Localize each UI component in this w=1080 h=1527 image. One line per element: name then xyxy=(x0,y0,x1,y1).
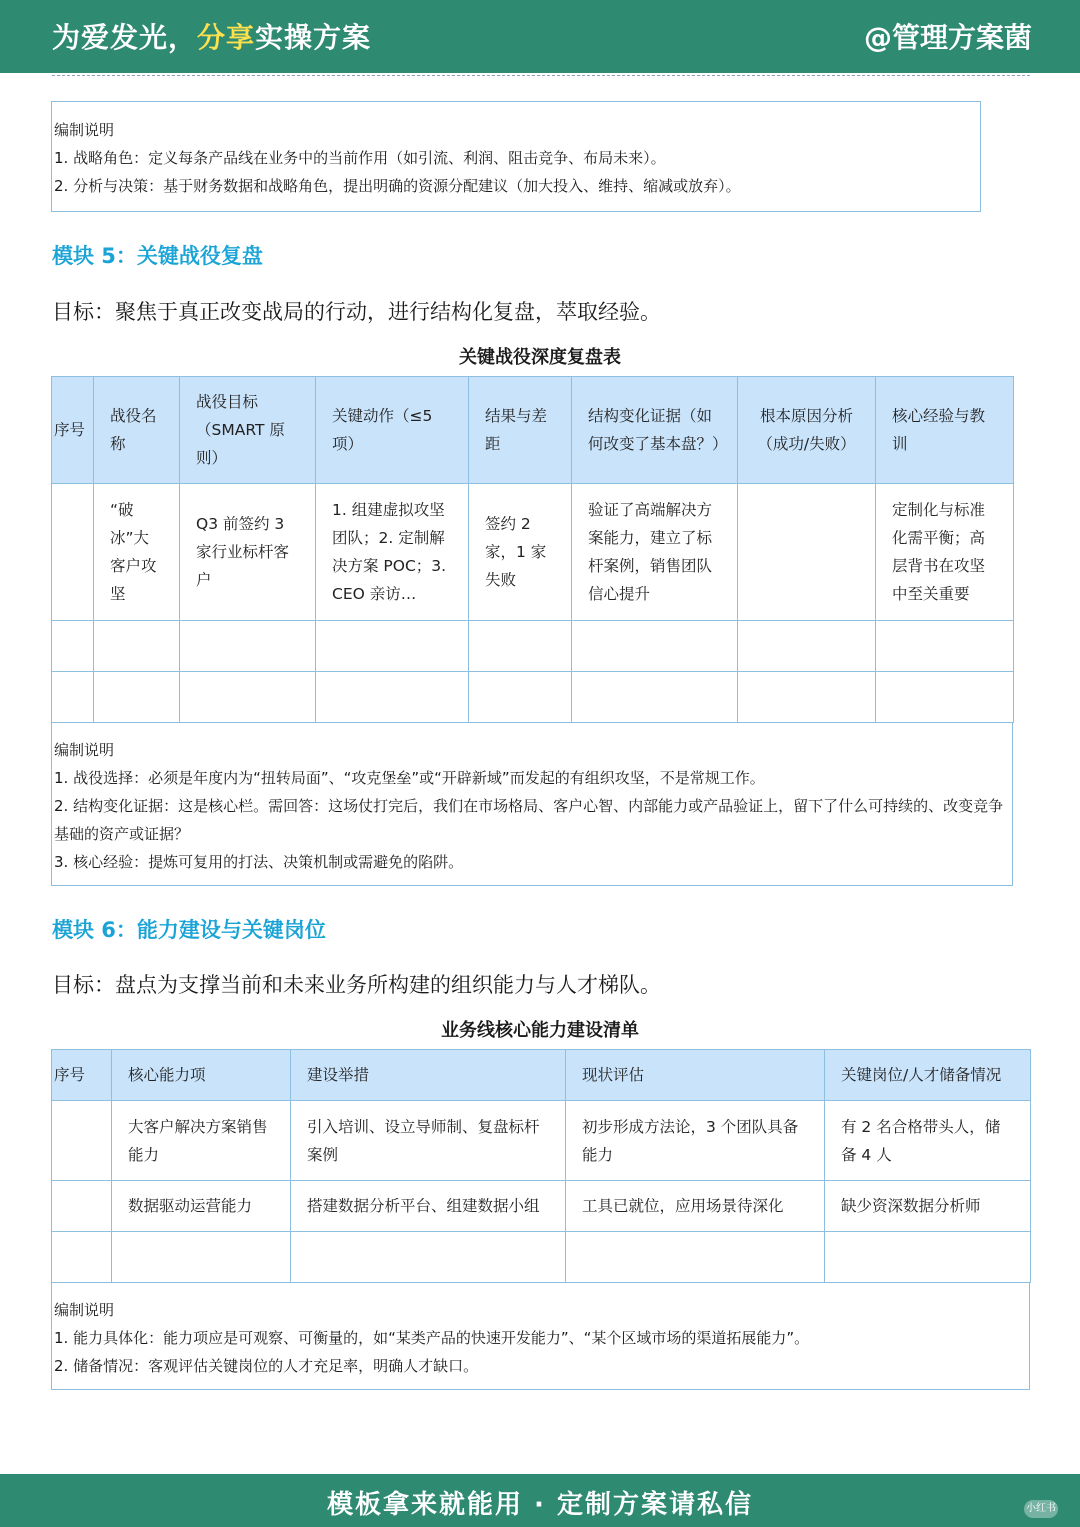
note-line: 2. 储备情况：客观评估关键岗位的人才充足率，明确人才缺口。 xyxy=(54,1357,479,1375)
module6-goal: 目标：盘点为支撑当前和未来业务所构建的组织能力与人才梯队。 xyxy=(52,973,661,997)
empty-cell xyxy=(876,621,1014,672)
note-line: 1. 战略角色：定义每条产品线在业务中的当前作用（如引流、利润、阻击竞争、布局未来）。 xyxy=(54,149,666,167)
slogan-part1: 为爱发光， xyxy=(52,21,198,54)
header-cell: 现状评估 xyxy=(566,1050,825,1101)
slogan-part2: 实操方案 xyxy=(255,21,372,54)
table-cell: 签约 2 家，1 家失败 xyxy=(469,484,572,621)
header-cell: 关键岗位/人才储备情况 xyxy=(825,1050,1031,1101)
module5-title: 模块 5：关键战役复盘 xyxy=(52,244,263,268)
header-cell: 结构变化证据（如何改变了基本盘？） xyxy=(572,377,738,484)
table-cell: 初步形成方法论，3 个团队具备能力 xyxy=(566,1101,825,1181)
empty-cell xyxy=(572,621,738,672)
table-cell: 缺少资深数据分析师 xyxy=(825,1181,1031,1232)
table-header-row xyxy=(52,1050,1031,1101)
capability-table xyxy=(51,1049,1031,1283)
empty-cell xyxy=(52,672,94,723)
table-row xyxy=(52,1181,1031,1232)
module5-table-title: 关键战役深度复盘表 xyxy=(459,347,621,368)
table-row xyxy=(52,1232,1031,1283)
table-row xyxy=(52,1101,1031,1181)
header-slogan xyxy=(52,16,371,56)
empty-cell xyxy=(572,672,738,723)
empty-cell xyxy=(52,1232,112,1283)
table-cell: 有 2 名合格带头人，储备 4 人 xyxy=(825,1101,1031,1181)
watermark-badge: 小红书 xyxy=(1024,1500,1058,1518)
table-cell: 定制化与标准化需平衡；高层背书在攻坚中至关重要 xyxy=(876,484,1014,621)
slogan-highlight: 分享 xyxy=(197,21,256,54)
empty-cell xyxy=(94,621,180,672)
header-cell: 战役目标（SMART 原则） xyxy=(180,377,316,484)
module5-goal: 目标：聚焦于真正改变战局的行动，进行结构化复盘，萃取经验。 xyxy=(52,300,661,324)
table-row xyxy=(52,621,1014,672)
note-line: 3. 核心经验：提炼可复用的打法、决策机制或需避免的陷阱。 xyxy=(54,853,464,871)
dashed-divider xyxy=(52,75,1030,76)
header-account: @管理方案菌 xyxy=(863,21,1032,54)
note-line: 2. 结构变化证据：这是核心栏。需回答：这场仗打完后，我们在市场格局、客户心智、内部能力或产品验证上，留下了什么可持续的、改变竞争基础的资产或证据？ xyxy=(54,797,1004,843)
note-box-module5 xyxy=(51,722,1013,886)
table-cell: 工具已就位，应用场景待深化 xyxy=(566,1181,825,1232)
table-cell xyxy=(52,1101,112,1181)
note-title: 编制说明 xyxy=(54,741,115,759)
empty-cell xyxy=(469,621,572,672)
empty-cell xyxy=(316,672,469,723)
empty-cell xyxy=(94,672,180,723)
table-cell: 引入培训、设立导师制、复盘标杆案例 xyxy=(291,1101,566,1181)
empty-cell xyxy=(738,621,876,672)
table-cell: 数据驱动运营能力 xyxy=(112,1181,291,1232)
table-header-row xyxy=(52,377,1014,484)
note-line: 1. 战役选择：必须是年度内为“扭转局面”、“攻克堡垒”或“开辟新域”而发起的有组织攻坚，不是常规工作。 xyxy=(54,769,765,787)
empty-cell xyxy=(291,1232,566,1283)
module6-title: 模块 6：能力建设与关键岗位 xyxy=(52,918,326,942)
note-title: 编制说明 xyxy=(54,1301,115,1319)
empty-cell xyxy=(825,1232,1031,1283)
table-cell: “破冰”大客户攻坚 xyxy=(94,484,180,621)
empty-cell xyxy=(52,621,94,672)
table-cell xyxy=(738,484,876,621)
module6-table-title: 业务线核心能力建设清单 xyxy=(441,1020,639,1041)
table-cell xyxy=(52,1181,112,1232)
empty-cell xyxy=(566,1232,825,1283)
header-cell: 结果与差距 xyxy=(469,377,572,484)
empty-cell xyxy=(876,672,1014,723)
table-row xyxy=(52,672,1014,723)
note-box-top xyxy=(51,101,981,212)
header-cell: 核心经验与教训 xyxy=(876,377,1014,484)
empty-cell xyxy=(469,672,572,723)
table-row xyxy=(52,484,1014,621)
empty-cell xyxy=(180,621,316,672)
note-line: 1. 能力具体化：能力项应是可观察、可衡量的，如“某类产品的快速开发能力”、“某个区域市场的渠道拓展能力”。 xyxy=(54,1329,810,1347)
empty-cell xyxy=(180,672,316,723)
header-cell: 关键动作（≤5 项） xyxy=(316,377,469,484)
note-line: 2. 分析与决策：基于财务数据和战略角色，提出明确的资源分配建议（加大投入、维持、缩减或放弃）。 xyxy=(54,177,741,195)
battle-review-table xyxy=(51,376,1014,723)
table-cell: 1. 组建虚拟攻坚团队；2. 定制解决方案 POC；3. CEO 亲访… xyxy=(316,484,469,621)
table-cell: 大客户解决方案销售能力 xyxy=(112,1101,291,1181)
header-cell: 序号 xyxy=(52,1050,112,1101)
table-cell: 验证了高端解决方案能力，建立了标杆案例，销售团队信心提升 xyxy=(572,484,738,621)
header-cell: 战役名称 xyxy=(94,377,180,484)
header-cell: 序号 xyxy=(52,377,94,484)
top-banner xyxy=(0,0,1080,73)
table-cell: 搭建数据分析平台、组建数据小组 xyxy=(291,1181,566,1232)
header-cell: 建设举措 xyxy=(291,1050,566,1101)
table-cell xyxy=(52,484,94,621)
bottom-banner xyxy=(0,1474,1080,1527)
empty-cell xyxy=(738,672,876,723)
header-cell: 根本原因分析（成功/失败） xyxy=(738,377,876,484)
table-cell: Q3 前签约 3 家行业标杆客户 xyxy=(180,484,316,621)
note-box-module6 xyxy=(51,1282,1030,1390)
empty-cell xyxy=(112,1232,291,1283)
footer-text: 模板拿来就能用 · 定制方案请私信 xyxy=(327,1490,753,1520)
header-cell: 核心能力项 xyxy=(112,1050,291,1101)
empty-cell xyxy=(316,621,469,672)
note-title: 编制说明 xyxy=(54,121,115,139)
